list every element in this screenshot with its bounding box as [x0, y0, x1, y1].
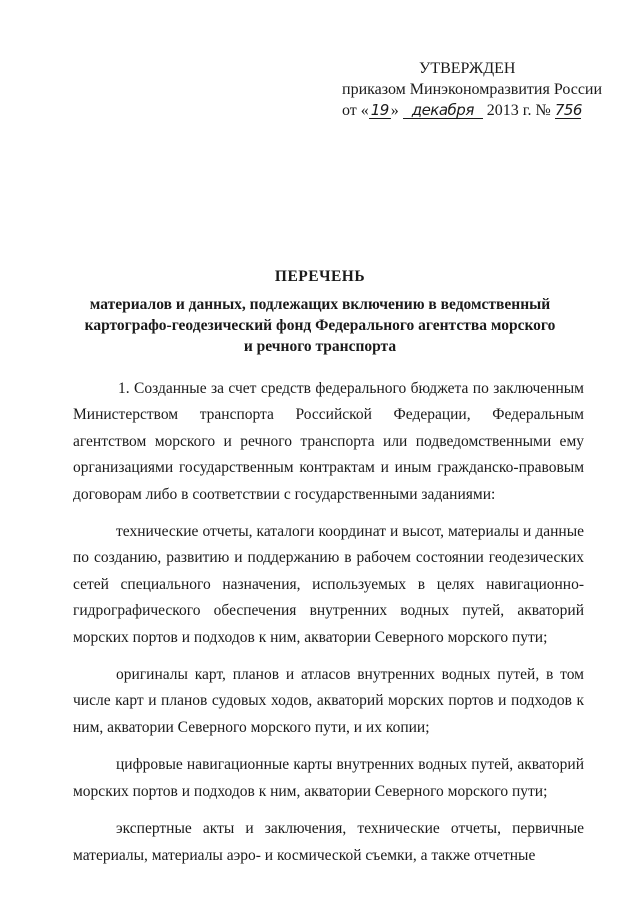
handwritten-order-number: 756	[554, 101, 582, 119]
approval-date-line	[342, 100, 602, 121]
subtitle-line: и речного транспорта	[243, 338, 397, 355]
approval-block	[342, 58, 602, 121]
document-subtitle	[70, 294, 570, 357]
document-title: ПЕРЕЧЕНЬ	[274, 268, 366, 285]
handwritten-day: 19	[370, 101, 389, 119]
body-paragraph: технические отчеты, каталоги координат и высот, материалы и данные по созданию, развитию и поддержанию в рабочем состоянии геодезических сетей специального назначения, используемых в целях навигационно-гидрографического обеспечения внутренних водных путей, акваторий морских портов и подходов к ним, акватории Северного морского пути;	[73, 523, 584, 646]
body-paragraph: цифровые навигационные карты внутренних водных путей, акваторий морских портов и подходов к ним, акватории Северного морского пути;	[73, 756, 584, 800]
body-paragraph: оригиналы карт, планов и атласов внутренних водных путей, в том числе карт и планов судовых ходов, акваторий морских портов и подходов к ним, акватории Северного морского пути, и их копии;	[73, 666, 584, 736]
document-body	[73, 376, 584, 880]
handwritten-month: декабря	[403, 102, 483, 119]
approval-order-line: приказом Минэкономразвития России	[342, 81, 603, 98]
body-paragraph: 1. Созданные за счет средств федерального бюджета по заключенным Министерством транспорта Российской Федерации, Федеральным агентством морского и речного транспорта или подведомственными ему организациями государственным контрактам и иным гражданско-правовым договорам либо в соответствии с государственными заданиями:	[73, 380, 584, 503]
body-paragraph: экспертные акты и заключения, технические отчеты, первичные материалы, материалы аэро- и космической съемки, а также отчетные	[73, 820, 584, 864]
approval-from-label: от «	[342, 102, 369, 119]
approval-close-quote: »	[390, 102, 399, 119]
approval-title: УТВЕРЖДЕН	[419, 60, 516, 77]
subtitle-line: материалов и данных, подлежащих включению в ведомственный	[89, 296, 551, 313]
approval-year-label: 2013 г. №	[486, 102, 551, 119]
subtitle-line: картографо-геодезический фонд Федерального агентства морского	[84, 317, 556, 334]
